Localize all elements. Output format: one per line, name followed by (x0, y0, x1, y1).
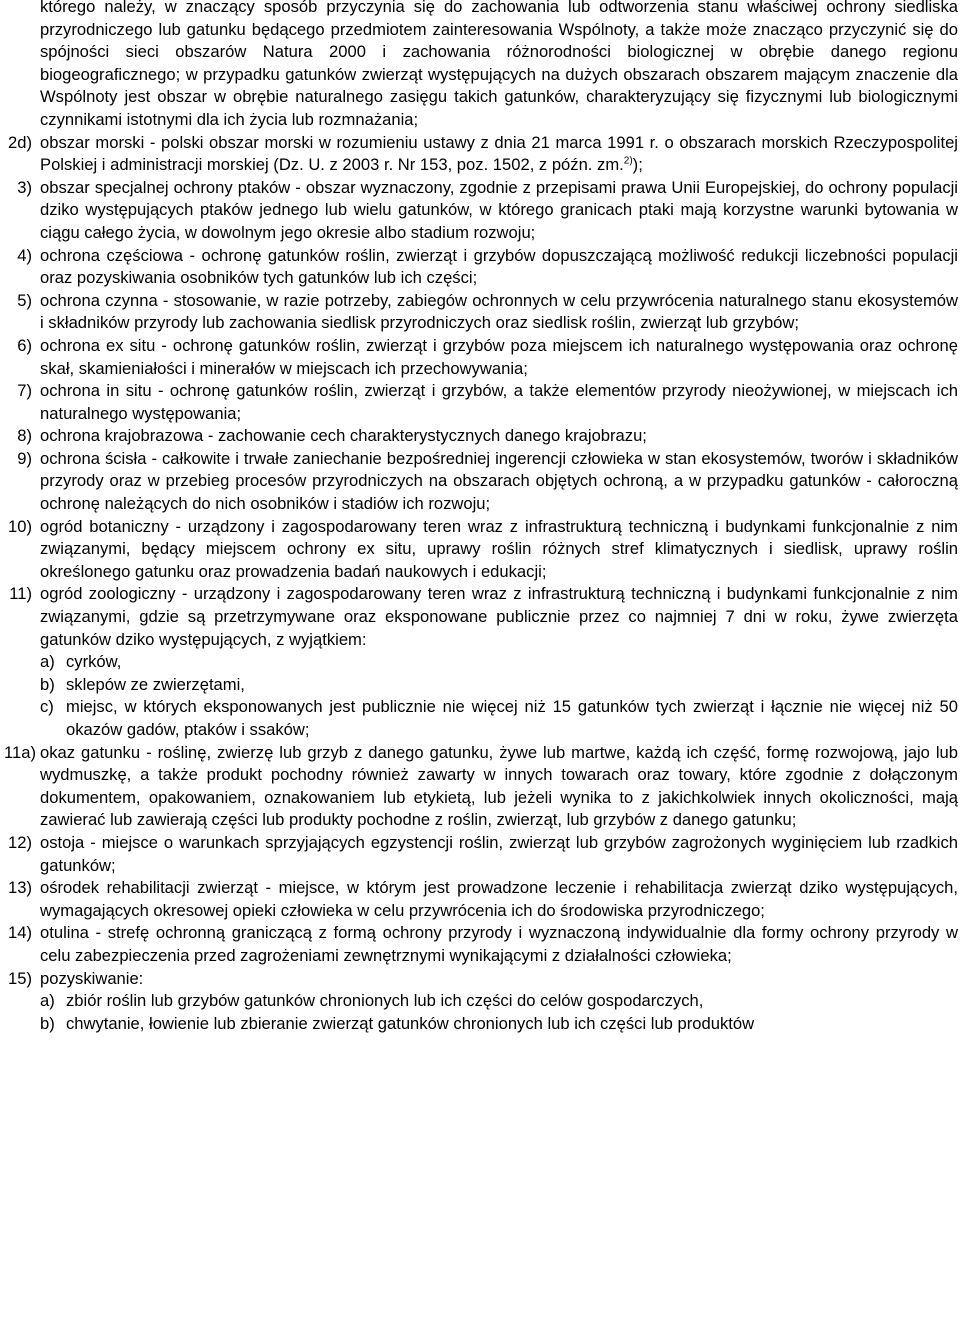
sub-item-text: chwytanie, łowienie lub zbieranie zwierząt gatunków chronionych lub ich części lub produktów (66, 1013, 755, 1033)
item-text: ochrona czynna - stosowanie, w razie potrzeby, zabiegów ochronnych w celu przywrócenia naturalnego stanu ekosystemów i składników przyrody lub zachowania siedlisk przyrodniczych oraz siedlisk roślin, zwierząt lub grzybów; (40, 290, 958, 333)
sub-item-letter: b) (40, 1013, 55, 1033)
item-text: ochrona krajobrazowa - zachowanie cech charakterystycznych danego krajobrazu; (40, 426, 647, 446)
sub-item-b (40, 1013, 958, 1036)
definition-5 (0, 290, 958, 335)
definition-2d (0, 132, 958, 177)
definition-3 (0, 177, 958, 245)
item-text: ogród zoologiczny - urządzony i zagospodarowany teren wraz z infrastrukturą techniczną i budynkami funkcjonalnie z nim związanymi, gdzie są przetrzymywane oraz eksponowane publicznie przez co najmniej 7 dni w roku, żywe zwierzęta gatunków dziko występujących, z wyjątkiem: (40, 584, 958, 649)
definition-4 (0, 245, 958, 290)
item-text-tail: ); (632, 155, 643, 175)
item-text (40, 132, 958, 177)
sub-item-b (40, 674, 958, 697)
sub-item-letter: b) (40, 674, 55, 694)
item-number: 10) (8, 516, 32, 536)
item-body (40, 968, 958, 1036)
item-number: 4) (17, 245, 32, 265)
sub-item-a (40, 990, 958, 1013)
definition-8 (0, 425, 958, 448)
definition-14 (0, 922, 958, 967)
item-number: 2d) (8, 132, 32, 152)
definition-10 (0, 516, 958, 584)
item-number: 6) (17, 335, 32, 355)
sub-item-text: cyrków, (66, 652, 122, 672)
item-text: obszar specjalnej ochrony ptaków - obszar wyznaczony, zgodnie z przepisami prawa Unii Europejskiej, do ochrony populacji dziko występujących ptaków jednego lub wielu gatunków, w którego granicach ptaki mają korzystne warunki bytowania w ciągu całego życia, w dowolnym jego okresie albo stadium rozwoju; (40, 177, 958, 242)
item-number: 14) (8, 923, 32, 943)
item-text: ostoja - miejsce o warunkach sprzyjających egzystencji roślin, zwierząt lub grzybów zagrożonych wyginięciem lub rzadkich gatunków; (40, 832, 958, 875)
definition-11a (0, 742, 958, 832)
item-number: 3) (17, 177, 32, 197)
item-number: 11a) (4, 742, 36, 762)
definition-7 (0, 380, 958, 425)
definition-6 (0, 335, 958, 380)
intro-continuation: którego należy, w znaczący sposób przyczynia się do zachowania lub odtworzenia stanu właściwej ochrony siedliska przyrodniczego lub gatunku będącego przedmiotem zainteresowania Wspólnoty, a także może znacząco przyczynić się do spójności sieci obszarów Natura 2000 i zachowania różnorodności biologicznej w obrębie danego regionu biogeograficznego; w przypadku gatunków zwierząt występujących na dużych obszarach obszarem mającym znaczenie dla Wspólnoty jest obszar w obrębie naturalnego zasięgu takich gatunków, charakteryzujący się fizycznymi lub biologicznymi czynnikami istotnymi dla ich życia lub rozmnażania; (40, 0, 958, 129)
item-body (40, 583, 958, 741)
sub-item-text: zbiór roślin lub grzybów gatunków chronionych lub ich części do celów gospodarczych, (66, 991, 704, 1011)
footnote-ref: 2) (623, 155, 633, 167)
item-text: okaz gatunku - roślinę, zwierzę lub grzyb z danego gatunku, żywe lub martwe, każdą ich część, formę rozwojową, jajo lub wydmuszkę, a także produkt pochodny również zawarty w innych towarach oraz towary, które zgodnie z dołączonym dokumentem, opakowaniem, oznakowaniem lub etykietą, lub jeżeli wynika to z jakichkolwiek innych okoliczności, mają zawierać lub zawierają części lub produkty pochodne z roślin, zwierząt, lub grzybów z danego gatunku; (40, 742, 958, 830)
item-text: ogród botaniczny - urządzony i zagospodarowany teren wraz z infrastrukturą techniczną i budynkami funkcjonalnie z nim związanymi, będący miejscem ochrony ex situ, uprawy roślin różnych stref klimatycznych i siedlisk, uprawy roślin określonego gatunku oraz prowadzenia badań naukowych i edukacji; (40, 516, 958, 581)
sub-item-text: sklepów ze zwierzętami, (66, 674, 245, 694)
item-number: 13) (8, 878, 32, 898)
definition-13 (0, 877, 958, 922)
sub-item-c (40, 696, 958, 741)
item-text: ochrona ex situ - ochronę gatunków roślin, zwierząt i grzybów poza miejscem ich naturalnego występowania oraz ochronę skał, skamieniałości i minerałów w miejscach ich przechowywania; (40, 335, 958, 378)
item-number: 12) (8, 832, 32, 852)
definition-12 (0, 832, 958, 877)
item-number: 7) (17, 381, 32, 401)
sub-item-letter: c) (40, 697, 54, 717)
item-number: 11) (9, 584, 32, 604)
item-text: otulina - strefę ochronną graniczącą z formą ochrony przyrody i wyznaczoną indywidualnie dla formy ochrony przyrody w celu zabezpieczenia przed zagrożeniami zewnętrznymi wynikającymi z działalności człowieka; (40, 923, 958, 965)
item-number: 8) (17, 426, 32, 446)
item-text: ochrona częściowa - ochronę gatunków roślin, zwierząt i grzybów dopuszczającą możliwość redukcji liczebności populacji oraz pozyskiwania osobników tych gatunków lub ich części; (40, 245, 958, 288)
definition-9 (0, 448, 958, 516)
sub-item-letter: a) (40, 652, 55, 672)
sub-item-text: miejsc, w których eksponowanych jest publicznie nie więcej niż 15 gatunków tych zwierząt i łącznie nie więcej niż 50 okazów gadów, ptaków i ssaków; (66, 697, 958, 739)
definition-15 (0, 968, 958, 1036)
item-text-main: obszar morski - polski obszar morski w rozumieniu ustawy z dnia 21 marca 1991 r. o obszarach morskich Rzeczypospolitej Polskiej i administracji morskiej (Dz. U. z 2003 r. Nr 153, poz. 1502, z późn. zm. (40, 132, 958, 175)
item-number: 15) (8, 968, 32, 988)
sub-item-a (40, 651, 958, 674)
item-text: pozyskiwanie: (40, 968, 144, 988)
definition-11 (0, 583, 958, 741)
item-number: 5) (17, 290, 32, 310)
item-number: 9) (17, 448, 32, 468)
item-text: ochrona ścisła - całkowite i trwałe zaniechanie bezpośredniej ingerencji człowieka w stan ekosystemów, tworów i składników przyrody oraz w przebieg procesów przyrodniczych na obszarach objętych ochroną, a w przypadku gatunków - całoroczną ochronę należących do nich osobników i stadiów ich rozwoju; (40, 448, 958, 514)
item-text: ochrona in situ - ochronę gatunków roślin, zwierząt i grzybów, a także elementów przyrody nieożywionej, w miejscach ich naturalnego występowania; (40, 381, 958, 423)
sub-item-letter: a) (40, 991, 55, 1011)
item-text: ośrodek rehabilitacji zwierząt - miejsce, w którym jest prowadzone leczenie i rehabilitacja zwierząt dziko występujących, wymagających okresowej opieki człowieka w celu przywrócenia ich do środowiska przyrodniczego; (40, 878, 958, 920)
